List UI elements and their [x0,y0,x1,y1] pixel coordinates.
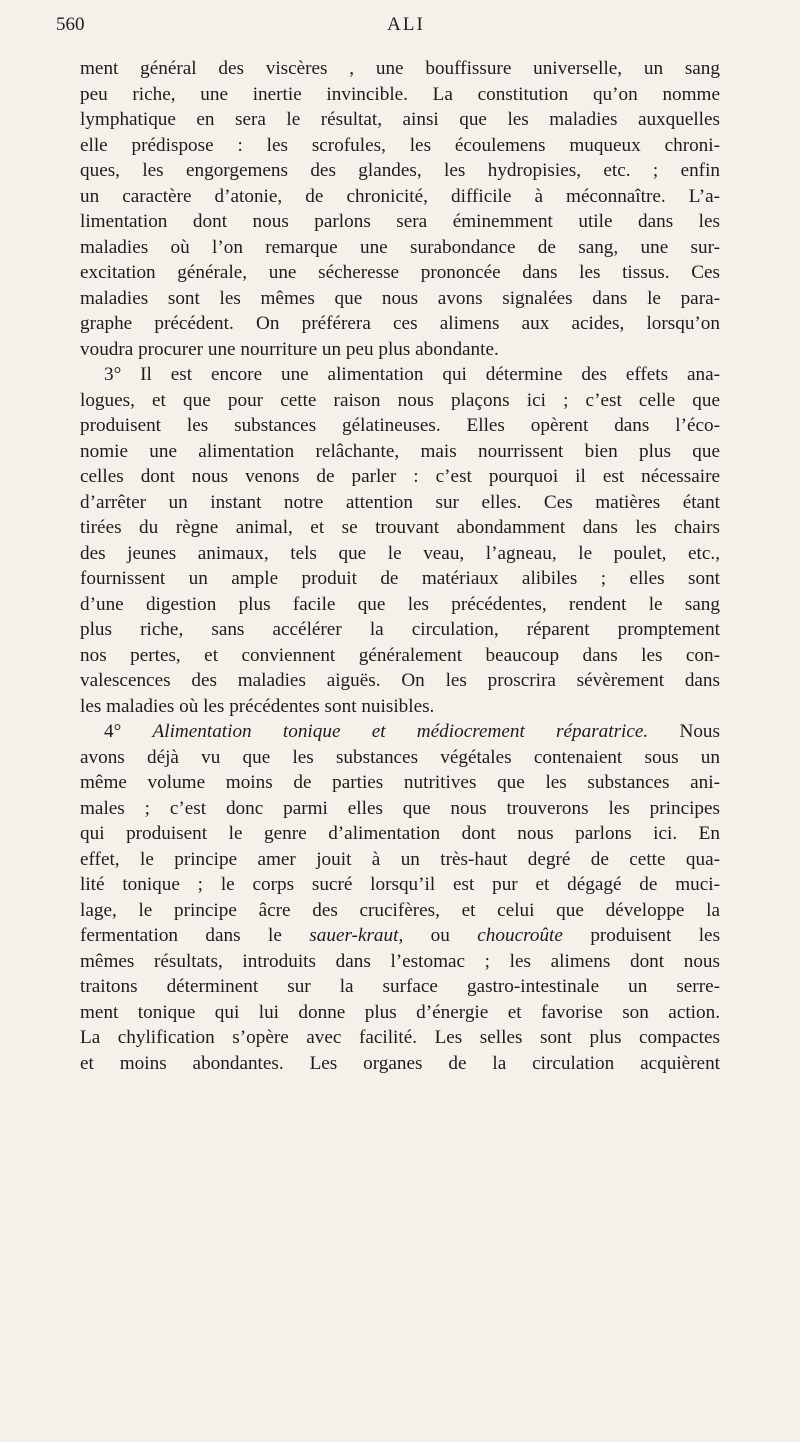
text-line: produisent les substances gélatineuses. Elles opèrent dans l’éco- [80,415,720,436]
text-line: lymphatique en sera le résultat, ainsi que les maladies auxquelles [80,109,720,130]
text-line: fournissent un ample produit de matériaux alibiles ; elles sont [80,568,720,589]
text-line: effet, le principe amer jouit à un très-haut degré de cette qua- [80,848,720,870]
running-head: ALI [387,14,425,35]
text-line: qui produisent le genre d’alimentation dont nous parlons ici. En [80,823,720,844]
text-line: peu riche, une inertie invincible. La constitution qu’on nomme [80,83,720,105]
text-line: traitons déterminent sur la surface gastro-intestinale un serre- [80,976,720,997]
text-line: ques, les engorgemens des glandes, les hydropisies, etc. ; enfin [80,160,720,181]
text-segment: ou [430,925,450,946]
text-line: excitation générale, une sécheresse prononcée dans les tissus. Ces [80,262,720,283]
paragraph-first-word: Nous [679,721,720,742]
paragraph-4-heading-line [80,719,720,745]
text-line: maladies où l’on remarque une surabondance de sang, une sur- [80,236,720,258]
text-line: nomie une alimentation relâchante, mais nourrissent bien plus que [80,440,720,462]
text-line: logues, et que pour cette raison nous plaçons ici ; c’est celle que [80,389,720,411]
text-line: graphe précédent. On préférera ces alimens aux acides, lorsqu’on [80,313,720,334]
text-line: lité tonique ; le corps sucré lorsqu’il est pur et dégagé de muci- [80,874,720,895]
text-line: voudra procurer une nourriture un peu plus abondante. [80,338,499,360]
text-line: et moins abondantes. Les organes de la circulation acquièrent [80,1052,720,1074]
page-number: 560 [56,14,85,35]
text-segment: produisent les [590,925,721,946]
text-line: les maladies où les précédentes sont nuisibles. [80,695,435,717]
text-line: des jeunes animaux, tels que le veau, l’agneau, le poulet, etc., [80,542,720,564]
text-line: La chylification s’opère avec facilité. Les selles sont plus compactes [80,1027,720,1048]
text-line: ment général des viscères , une bouffissure universelle, un sang [80,58,720,79]
text-line: limentation dont nous parlons sera éminemment utile dans les [80,211,720,232]
text-line: lage, le principe âcre des crucifères, et celui que développe la [80,899,720,921]
text-line: maladies sont les mêmes que nous avons signalées dans le para- [80,287,720,309]
text-line: un caractère d’atonie, de chronicité, difficile à méconnaître. L’a- [80,185,720,207]
body-text [80,56,720,1076]
text-line: tirées du règne animal, et se trouvant abondamment dans les chairs [80,517,720,538]
text-line: d’une digestion plus facile que les précédentes, rendent le sang [80,593,720,615]
paragraph-title: Alimentation tonique et médiocrement réparatrice. [152,721,649,742]
text-line: nos pertes, et conviennent généralement beaucoup dans les con- [80,644,720,666]
text-line: ment tonique qui lui donne plus d’énergie et favorise son action. [80,1001,720,1023]
text-line: avons déjà vu que les substances végétales contenaient sous un [80,746,720,768]
text-segment: fermentation dans le [80,925,282,946]
text-line: elle prédispose : les scrofules, les écoulemens muqueux chroni- [80,134,720,156]
text-line: males ; c’est donc parmi elles que nous trouverons les principes [80,797,720,819]
text-line: plus riche, sans accélérer la circulation, réparent promptement [80,619,720,640]
text-line: d’arrêter un instant notre attention sur elles. Ces matières étant [80,491,720,513]
term-sauer-kraut: sauer-kraut, [309,925,404,946]
text-line-fermentation [80,923,720,949]
text-line: celles dont nous venons de parler : c’est pourquoi il est nécessaire [80,466,720,487]
text-line: 3° Il est encore une alimentation qui détermine des effets ana- [104,364,720,385]
text-line: même volume moins de parties nutritives que les substances ani- [80,772,720,793]
paragraph-number: 4° [104,721,122,742]
text-line: mêmes résultats, introduits dans l’estomac ; les alimens dont nous [80,950,720,972]
page-header [56,8,756,34]
text-line: valescences des maladies aiguës. On les proscrira sévèrement dans [80,670,720,691]
term-choucroute: choucroûte [477,925,563,946]
